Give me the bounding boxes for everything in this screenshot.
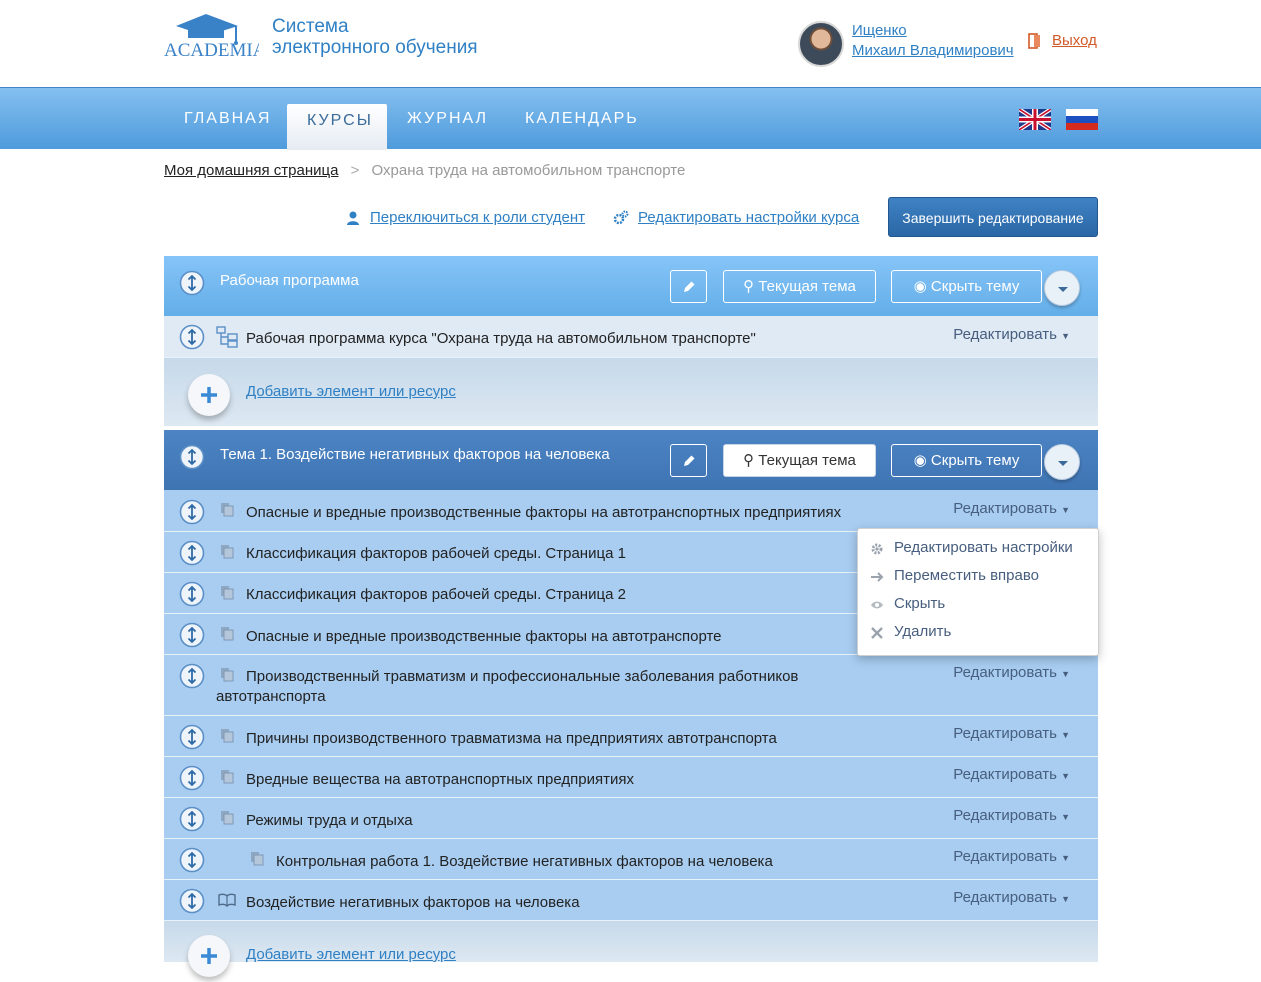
logout-link[interactable]: Выход <box>1052 32 1097 49</box>
current-topic-button[interactable] <box>723 270 876 303</box>
item-title[interactable]: Рабочая программа курса "Охрана труда на автомобильном транспорте" <box>246 330 756 347</box>
eye-icon: ◉ <box>913 452 927 469</box>
edit-label: Редактировать <box>953 500 1057 517</box>
move-icon[interactable] <box>179 888 205 914</box>
pages-icon <box>220 810 234 825</box>
item-title[interactable]: Классификация факторов рабочей среды. Страница 2 <box>246 586 626 603</box>
move-icon[interactable] <box>179 847 205 873</box>
user-last-name[interactable]: Ищенко <box>852 22 907 39</box>
section-title: Рабочая программа <box>220 272 359 289</box>
menu-item-move-right[interactable] <box>858 563 1100 591</box>
caret-down-icon: ▼ <box>1061 771 1070 781</box>
list-item <box>164 757 1098 798</box>
breadcrumb-current: Охрана труда на автомобильном транспорте <box>371 162 686 179</box>
menu-item-label: Удалить <box>894 623 952 640</box>
move-icon[interactable] <box>179 324 205 350</box>
move-icon[interactable] <box>179 581 205 607</box>
add-button[interactable] <box>188 374 230 416</box>
add-resource-link[interactable]: Добавить элемент или ресурс <box>246 946 456 963</box>
structure-icon <box>216 326 238 348</box>
academia-logo[interactable] <box>164 12 259 62</box>
list-item <box>164 490 1098 532</box>
edit-section-button[interactable] <box>670 444 707 477</box>
add-button[interactable] <box>188 935 230 977</box>
edit-label: Редактировать <box>953 848 1057 865</box>
caret-down-icon: ▼ <box>1061 505 1070 515</box>
caret-down-icon: ▼ <box>1061 894 1070 904</box>
bulb-icon: ⚲ <box>743 452 755 469</box>
current-topic-label: Текущая тема <box>758 452 856 469</box>
move-icon[interactable] <box>179 765 205 791</box>
item-title[interactable]: Опасные и вредные производственные факторы на автотранспорте <box>246 628 722 645</box>
caret-down-icon: ▼ <box>1061 331 1070 341</box>
list-item <box>164 655 1098 716</box>
pages-icon <box>220 585 234 600</box>
book-icon <box>218 893 236 907</box>
pencil-icon <box>682 454 696 468</box>
breadcrumb <box>164 162 685 179</box>
item-title[interactable]: Опасные и вредные производственные факторы на автотранспортных предприятиях <box>246 504 842 521</box>
edit-dropdown-menu <box>857 528 1099 656</box>
current-topic-label: Текущая тема <box>758 278 856 295</box>
site-title <box>272 16 478 58</box>
chevron-down-icon <box>1045 445 1081 481</box>
hide-topic-button[interactable] <box>891 270 1042 303</box>
pages-icon <box>220 626 234 641</box>
move-icon[interactable] <box>179 444 205 470</box>
breadcrumb-separator: > <box>350 162 360 179</box>
ru-flag-icon[interactable] <box>1066 109 1098 130</box>
current-topic-button[interactable] <box>723 444 876 477</box>
caret-down-icon: ▼ <box>1061 669 1070 679</box>
pages-icon <box>220 667 234 682</box>
pages-icon <box>220 728 234 743</box>
tab-journal[interactable]: ЖУРНАЛ <box>407 110 489 127</box>
collapse-section-button[interactable] <box>1044 444 1080 480</box>
pages-icon <box>220 769 234 784</box>
edit-dropdown[interactable] <box>953 889 1070 906</box>
list-item <box>164 839 1098 880</box>
list-item <box>164 798 1098 839</box>
plus-icon <box>188 374 230 416</box>
move-icon[interactable] <box>179 499 205 525</box>
pages-icon <box>220 544 234 559</box>
close-icon <box>870 626 884 640</box>
list-item <box>164 316 1098 358</box>
user-name-link[interactable] <box>852 21 1014 61</box>
item-title[interactable]: Воздействие негативных факторов на человека <box>246 894 580 911</box>
tab-calendar[interactable]: КАЛЕНДАРЬ <box>525 110 639 127</box>
eye-icon: ◉ <box>913 278 927 295</box>
collapse-section-button[interactable] <box>1044 270 1080 306</box>
edit-label: Редактировать <box>953 725 1057 742</box>
menu-item-edit-settings[interactable] <box>858 535 1100 563</box>
gears-icon <box>613 210 629 226</box>
edit-section-button[interactable] <box>670 270 707 303</box>
menu-item-hide[interactable] <box>858 591 1100 619</box>
item-title[interactable]: Производственный травматизм и профессиональные заболевания работников <box>246 668 799 685</box>
site-title-line1: Система <box>272 16 349 37</box>
edit-label: Редактировать <box>953 889 1057 906</box>
hide-topic-button[interactable] <box>891 444 1042 477</box>
add-resource-block <box>164 921 1098 962</box>
edit-dropdown[interactable] <box>953 725 1070 742</box>
menu-item-label: Переместить вправо <box>894 567 1039 584</box>
add-resource-link[interactable]: Добавить элемент или ресурс <box>246 383 456 400</box>
menu-item-label: Скрыть <box>894 595 946 612</box>
edit-dropdown[interactable] <box>953 664 1070 681</box>
list-item <box>164 880 1098 921</box>
item-title-continued[interactable]: автотранспорта <box>216 688 326 705</box>
move-icon[interactable] <box>179 270 205 296</box>
section-title: Тема 1. Воздействие негативных факторов на человека <box>220 446 610 463</box>
move-icon[interactable] <box>179 806 205 832</box>
edit-dropdown[interactable] <box>953 500 1070 517</box>
tab-courses[interactable]: КУРСЫ <box>287 104 387 150</box>
edit-label: Редактировать <box>953 664 1057 681</box>
breadcrumb-home-link[interactable]: Моя домашняя страница <box>164 162 339 179</box>
edit-dropdown[interactable] <box>953 848 1070 865</box>
item-title[interactable]: Причины производственного травматизма на предприятиях автотранспорта <box>246 730 777 747</box>
add-resource-block <box>164 358 1098 426</box>
main-navbar <box>0 87 1261 149</box>
switch-role-link[interactable]: Переключиться к роли студент <box>370 209 586 226</box>
move-icon[interactable] <box>179 663 205 689</box>
bulb-icon: ⚲ <box>743 278 755 295</box>
uk-flag-icon[interactable] <box>1019 109 1051 130</box>
arrow-right-icon <box>870 570 884 584</box>
pencil-icon <box>682 280 696 294</box>
logout-icon[interactable] <box>1028 33 1042 49</box>
item-title[interactable]: Вредные вещества на автотранспортных предприятиях <box>246 771 635 788</box>
user-first-middle-name[interactable]: Михаил Владимирович <box>852 42 1014 59</box>
avatar[interactable] <box>798 21 844 67</box>
edit-label: Редактировать <box>953 766 1057 783</box>
caret-down-icon: ▼ <box>1061 853 1070 863</box>
move-icon[interactable] <box>179 540 205 566</box>
chevron-down-icon <box>1045 271 1081 307</box>
finish-editing-button[interactable]: Завершить редактирование <box>888 197 1098 237</box>
logo-text: ACADEMIA <box>164 40 259 61</box>
hide-topic-label: Скрыть тему <box>930 278 1020 295</box>
tab-home[interactable]: ГЛАВНАЯ <box>184 110 272 127</box>
hide-topic-label: Скрыть тему <box>930 452 1020 469</box>
edit-dropdown[interactable] <box>953 807 1070 824</box>
caret-down-icon: ▼ <box>1061 812 1070 822</box>
plus-icon <box>188 935 230 977</box>
item-title[interactable]: Классификация факторов рабочей среды. Страница 1 <box>246 545 626 562</box>
edit-label: Редактировать <box>953 807 1057 824</box>
edit-dropdown[interactable] <box>953 766 1070 783</box>
section-header <box>164 256 1098 316</box>
item-title[interactable]: Режимы труда и отдыха <box>246 812 413 829</box>
gear-icon <box>870 542 884 556</box>
eye-icon <box>870 598 884 612</box>
pages-icon <box>250 851 264 866</box>
caret-down-icon: ▼ <box>1061 730 1070 740</box>
menu-item-label: Редактировать настройки <box>894 539 1073 556</box>
menu-item-delete[interactable] <box>858 619 1100 647</box>
move-icon[interactable] <box>179 622 205 648</box>
edit-dropdown[interactable] <box>953 326 1070 343</box>
pages-icon <box>220 502 234 517</box>
section-header <box>164 430 1098 490</box>
list-item <box>164 716 1098 757</box>
item-title[interactable]: Контрольная работа 1. Воздействие негативных факторов на человека <box>276 853 773 870</box>
site-title-line2: электронного обучения <box>272 37 478 58</box>
user-icon <box>345 210 361 226</box>
edit-label: Редактировать <box>953 326 1057 343</box>
edit-course-settings-link[interactable]: Редактировать настройки курса <box>638 209 860 226</box>
move-icon[interactable] <box>179 724 205 750</box>
